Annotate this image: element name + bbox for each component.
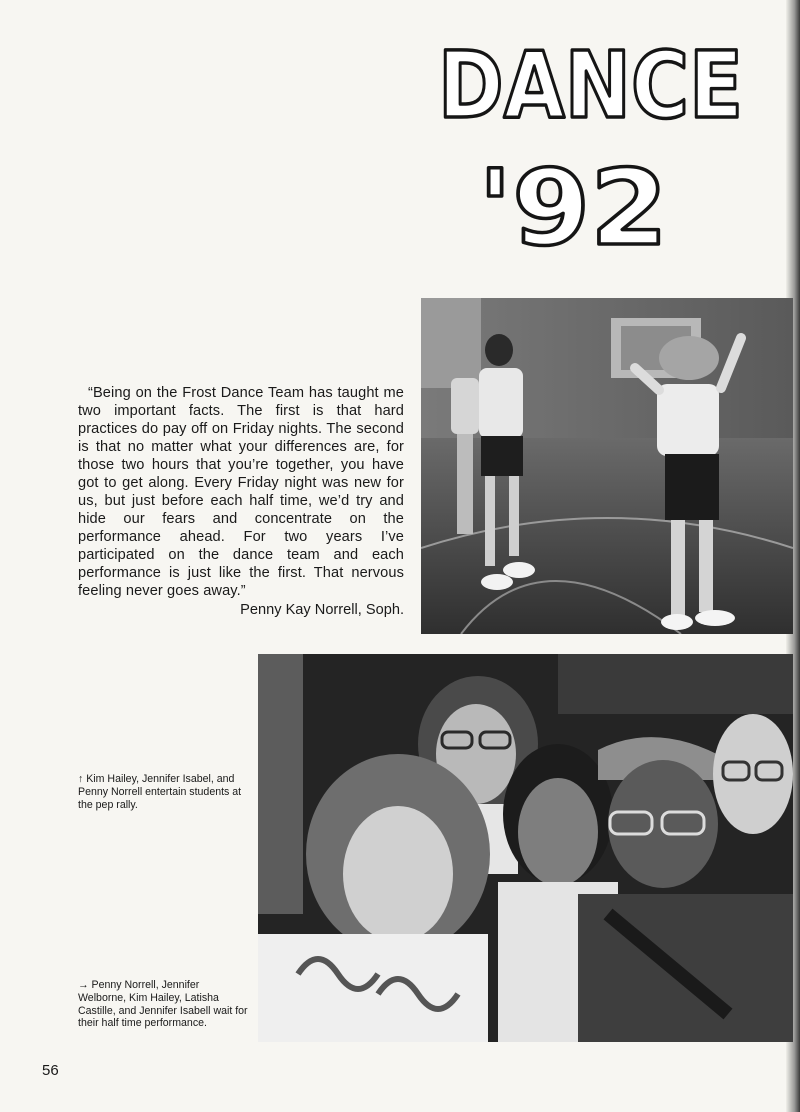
quote-block — [78, 384, 404, 600]
title-line-2: '92 — [478, 147, 668, 262]
title-line-1: DANCE — [438, 32, 743, 139]
page-number: 56 — [42, 1062, 59, 1079]
title-heading — [430, 22, 760, 262]
caption-half-time: → Penny Norrell, Jennifer Welborne, Kim Hailey, Latisha Castille, and Jennifer Isabell wait for their half time performance. — [78, 979, 248, 1030]
photo-dancers-gym — [421, 298, 793, 634]
quote-attribution: Penny Kay Norrell, Soph. — [240, 602, 404, 618]
quote-text: “Being on the Frost Dance Team has taught me two important facts. The first is that hard practices do pay off on Friday nights. The second is that no matter what your differences are, for those two hours that you’re together, you have got to get along. Every Friday night was new for us, but just before each half time, we’d try and hide our fears and concentrate on the performance ahead. For two years I’ve participated on the dance team and each performance is just like the first. That nervous feeling never goes away.” — [78, 385, 404, 599]
photo-group-portrait — [258, 654, 793, 1042]
caption-pep-rally: ↑ Kim Hailey, Jennifer Isabel, and Penny Norrell entertain students at the pep rally. — [78, 773, 242, 811]
